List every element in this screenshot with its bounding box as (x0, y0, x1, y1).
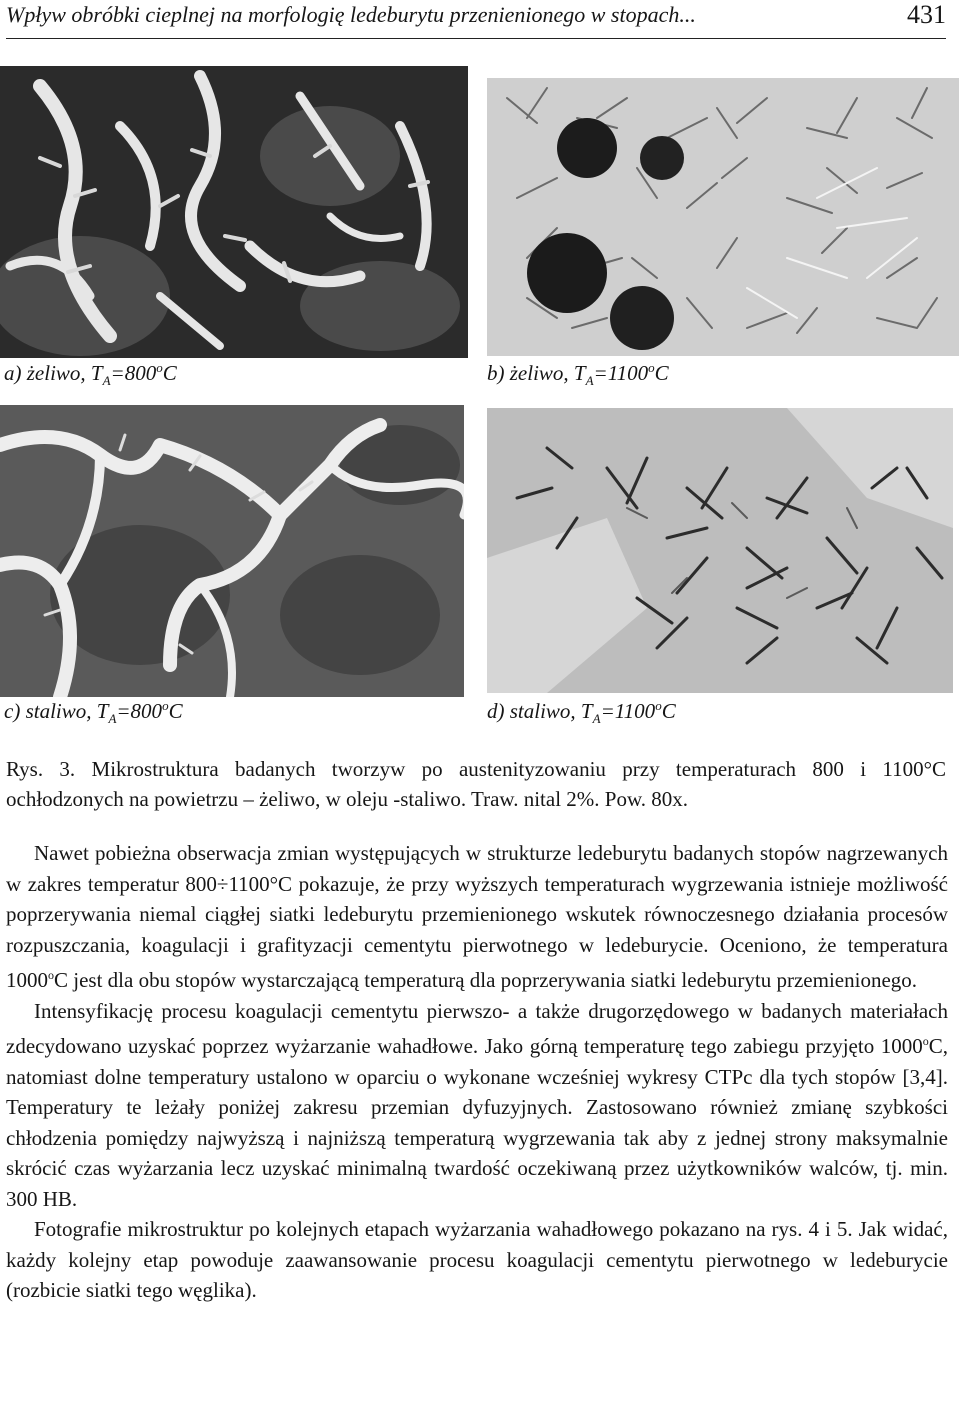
paragraph-2: Intensyfikację procesu koagulacji cementytu pierwszo- a także drugorzędowego w badanych materiałach zdecydowano uzyskać poprzez wyżarzanie wahadłowe. Jako górną temperaturę tego zabiegu przyjęto 1000$^o$C, natomiast dolne temperatury ustalono w oparciu o wykonane wcześniej wykresy CTPc dla tych stopów [3,4]. Temperatury te leżały poniżej zakresu przemian dyfuzyjnych. Zastosowano również zmianę szybkości chłodzenia pomiędzy najwyższą i najniższą temperaturą wygrzewania tak aby z jednej strony maksymalnie skrócić czas wyżarzania lecz uzyskać minimalną twardość oczekiwaną przez użytkowników walców, tj. min. 300 HB. (6, 998, 948, 1211)
micrograph-b (487, 78, 959, 356)
caption-panel-c: c) staliwo, $T_A=800^oC$ (4, 698, 183, 727)
header-rule (6, 38, 946, 39)
figure-caption: Rys. 3. Mikrostruktura badanych tworzyw po austenityzowaniu przy temperaturach 800 i 1100°C ochłodzonych na powietrzu – żeliwo, w oleju -staliwo. Traw. nital 2%. Pow. 80x. (6, 757, 946, 811)
running-header (6, 0, 946, 40)
micrograph-a (0, 66, 468, 358)
caption-panel-d: d) staliwo, $T_A=1100^oC$ (487, 698, 676, 727)
running-title: Wpływ obróbki cieplnej na morfologię ledeburytu przenienionego w stopach... (6, 2, 696, 27)
caption-panel-b: b) żeliwo, $T_A=1100^oC$ (487, 360, 669, 389)
paragraph-3: Fotografie mikrostruktur po kolejnych etapach wyżarzania wahadłowego pokazano na rys. 4 i 5. Jak widać, każdy kolejny etap powoduje zaawansowanie procesu koagulacji cementytu pierwotnego w ledeburycie (rozbicie siatki tego węglika). (6, 1217, 948, 1302)
paragraph-1: Nawet pobieżna obserwacja zmian występujących w strukturze ledeburytu badanych stopów nagrzewanych w zakres temperatur 800÷1100°C pokazuje, że przy wyższych temperaturach wygrzewania istnieje możliwość poprzerywania niemal ciągłej siatki ledeburytu przemienionego wskutek równoczesnego działania procesów rozpuszczania, koagulacji i grafityzacji cementytu pierwotnego w ledeburycie. Oceniono, że temperatura 1000$^o$C jest dla obu stopów wystarczającą temperaturą dla poprzerywania siatki ledeburytu przemienionego. (6, 841, 948, 992)
body-text (6, 838, 948, 1306)
page-number: 431 (907, 0, 946, 29)
micrograph-c (0, 405, 464, 697)
micrograph-d (487, 408, 953, 693)
caption-panel-a: a) żeliwo, $T_A=800^oC$ (4, 360, 177, 389)
